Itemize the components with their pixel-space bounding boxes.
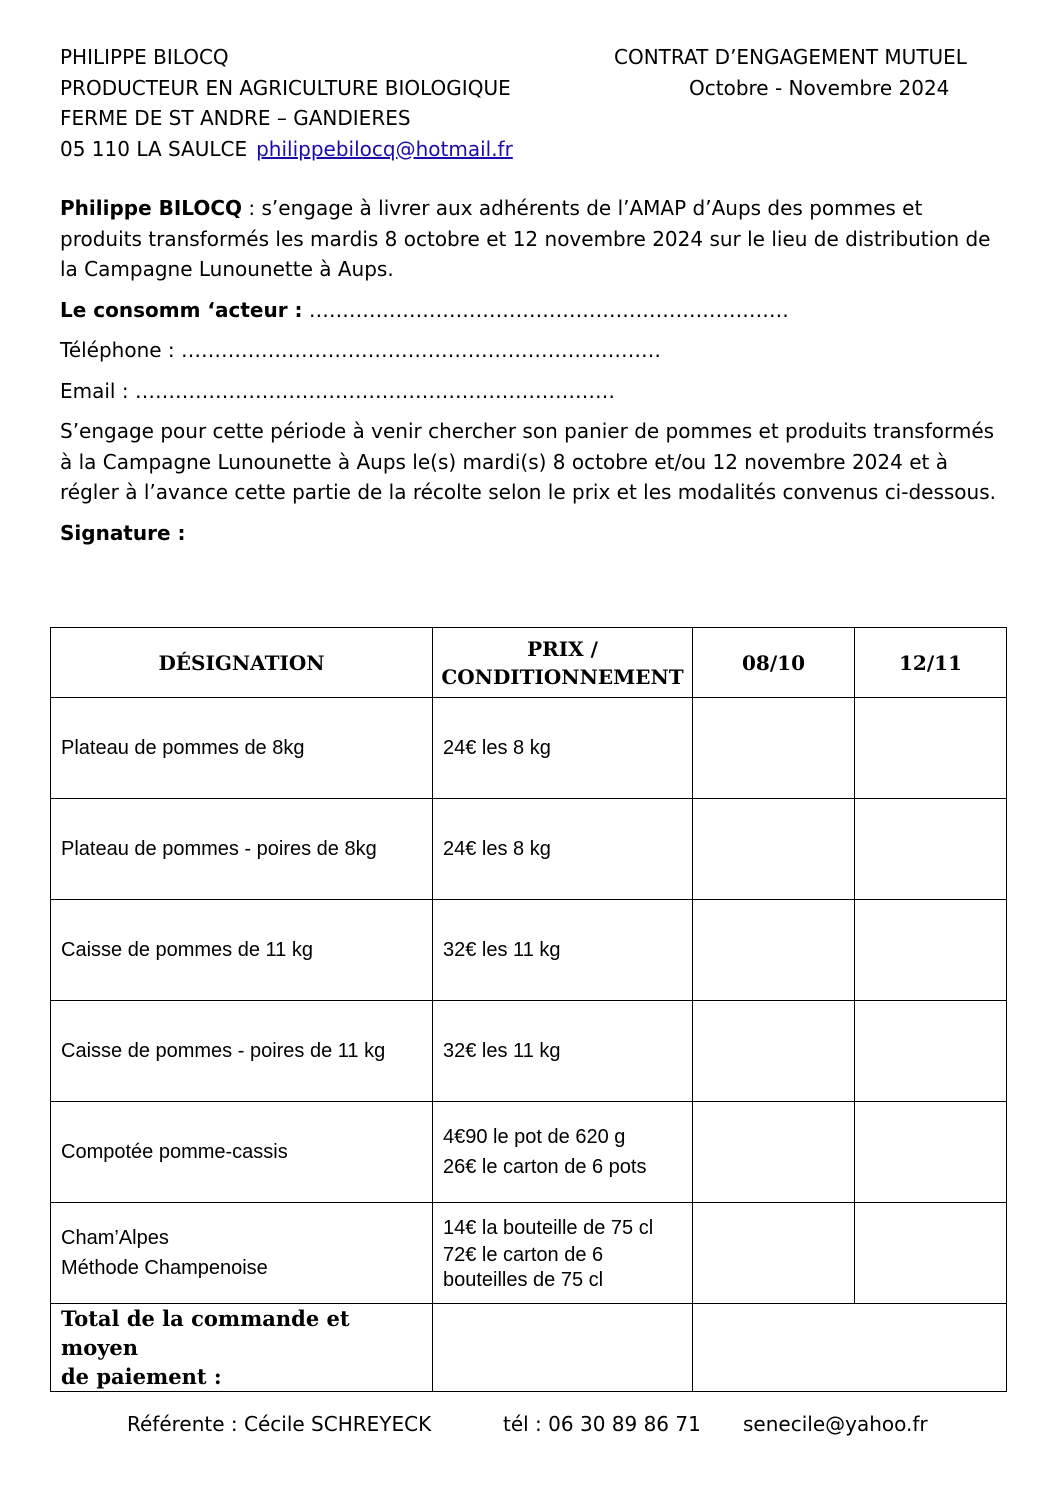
qty-cell-date2[interactable] xyxy=(855,900,1007,1001)
qty-cell-date1[interactable] xyxy=(693,900,855,1001)
price-line: 14€ la bouteille de 75 cl xyxy=(443,1217,654,1239)
referent-phone: tél : 06 30 89 86 71 xyxy=(503,1412,701,1436)
table-row xyxy=(51,799,1007,900)
qty-cell-date1[interactable] xyxy=(693,1203,855,1304)
header-date-1: 08/10 xyxy=(693,628,855,698)
qty-cell-date2[interactable] xyxy=(855,799,1007,900)
consumer-field[interactable]: ……………………………………………………………… xyxy=(302,297,789,322)
commitment-paragraph: S’engage pour cette période à venir chercher son panier de pommes et produits transformés à la Campagne Lunounette à Aups le(s) mardi(s) 8 octobre et/ou 12 novembre 2024 et à régler à l’avance cette partie de la récolte selon le prix et les modalités convenus ci-dessous. xyxy=(60,419,996,504)
producer-name: PHILIPPE BILOCQ xyxy=(60,45,229,69)
price-cell: 32€ les 11 kg xyxy=(433,900,693,1001)
signature-label: Signature : xyxy=(60,520,186,545)
producer-email-link[interactable]: philippebilocq@hotmail.fr xyxy=(256,136,513,161)
referent-name: Référente : Cécile SCHREYECK xyxy=(127,1412,432,1436)
price-line: bouteilles de 75 cl xyxy=(443,1269,604,1291)
producer-title: PRODUCTEUR EN AGRICULTURE BIOLOGIQUE xyxy=(60,75,511,100)
order-table xyxy=(50,627,1007,1392)
email-field[interactable]: Email : ……………………………………………………………… xyxy=(60,378,615,403)
price-cell xyxy=(433,1203,693,1304)
total-label xyxy=(51,1304,433,1392)
header-price xyxy=(433,628,693,698)
contract-period: Octobre - Novembre 2024 xyxy=(689,75,950,100)
consumer-label: Le consomm ‘acteur : xyxy=(60,297,303,322)
header-date-2: 12/11 xyxy=(855,628,1007,698)
total-row xyxy=(51,1304,1007,1392)
qty-cell-date1[interactable] xyxy=(693,799,855,900)
table-row xyxy=(51,1001,1007,1102)
qty-cell-date2[interactable] xyxy=(855,1001,1007,1102)
total-label-line1: Total de la commande et moyen xyxy=(61,1306,350,1360)
price-line: 4€90 le pot de 620 g xyxy=(443,1126,626,1148)
total-amount-cell[interactable] xyxy=(433,1304,693,1392)
referent-email[interactable]: senecile@yahoo.fr xyxy=(743,1412,928,1436)
producer-header xyxy=(60,42,513,164)
phone-field[interactable]: Téléphone : ……………………………………………………………… xyxy=(60,338,662,362)
product-cell: Plateau de pommes de 8kg xyxy=(51,698,433,799)
contract-body xyxy=(60,193,1000,558)
intro-text: : s’engage à livrer aux adhérents de l’AMAP d’Aups des pommes et produits transformés les mardis 8 octobre et 12 novembre 2024 sur le lieu de distribution de la Campagne Lunounette à Aups. xyxy=(60,196,991,281)
product-cell xyxy=(51,1203,433,1304)
address-line xyxy=(60,134,513,165)
price-line: 72€ le carton de 6 xyxy=(443,1244,604,1266)
product-line: Cham’Alpes xyxy=(61,1227,169,1249)
price-cell: 24€ les 8 kg xyxy=(433,799,693,900)
table-row xyxy=(51,900,1007,1001)
header-price-line1: PRIX / xyxy=(527,636,598,661)
contract-header xyxy=(614,42,967,103)
qty-cell-date2[interactable] xyxy=(855,1203,1007,1304)
table-row xyxy=(51,1203,1007,1304)
product-cell: Compotée pomme-cassis xyxy=(51,1102,433,1203)
product-line: Méthode Champenoise xyxy=(61,1257,268,1279)
table-row xyxy=(51,698,1007,799)
total-label-line2: de paiement : xyxy=(61,1364,222,1389)
payment-method-cell[interactable] xyxy=(693,1304,1007,1392)
header-price-line2: CONDITIONNEMENT xyxy=(441,664,684,689)
qty-cell-date2[interactable] xyxy=(855,698,1007,799)
intro-producer-name: Philippe BILOCQ xyxy=(60,196,243,220)
table-header-row xyxy=(51,628,1007,698)
contract-title: CONTRAT D’ENGAGEMENT MUTUEL xyxy=(614,45,967,69)
product-cell: Caisse de pommes de 11 kg xyxy=(51,900,433,1001)
qty-cell-date2[interactable] xyxy=(855,1102,1007,1203)
table-row xyxy=(51,1102,1007,1203)
intro-paragraph xyxy=(60,193,1000,285)
header-designation: DÉSIGNATION xyxy=(51,628,433,698)
qty-cell-date1[interactable] xyxy=(693,698,855,799)
price-cell: 24€ les 8 kg xyxy=(433,698,693,799)
price-line: 26€ le carton de 6 pots xyxy=(443,1156,647,1178)
price-cell xyxy=(433,1102,693,1203)
qty-cell-date1[interactable] xyxy=(693,1102,855,1203)
price-cell: 32€ les 11 kg xyxy=(433,1001,693,1102)
qty-cell-date1[interactable] xyxy=(693,1001,855,1102)
product-cell: Caisse de pommes - poires de 11 kg xyxy=(51,1001,433,1102)
consumer-line xyxy=(60,295,1000,326)
address: 05 110 LA SAULCE xyxy=(60,136,248,161)
farm-name: FERME DE ST ANDRE – GANDIERES xyxy=(60,106,411,130)
product-cell: Plateau de pommes - poires de 8kg xyxy=(51,799,433,900)
